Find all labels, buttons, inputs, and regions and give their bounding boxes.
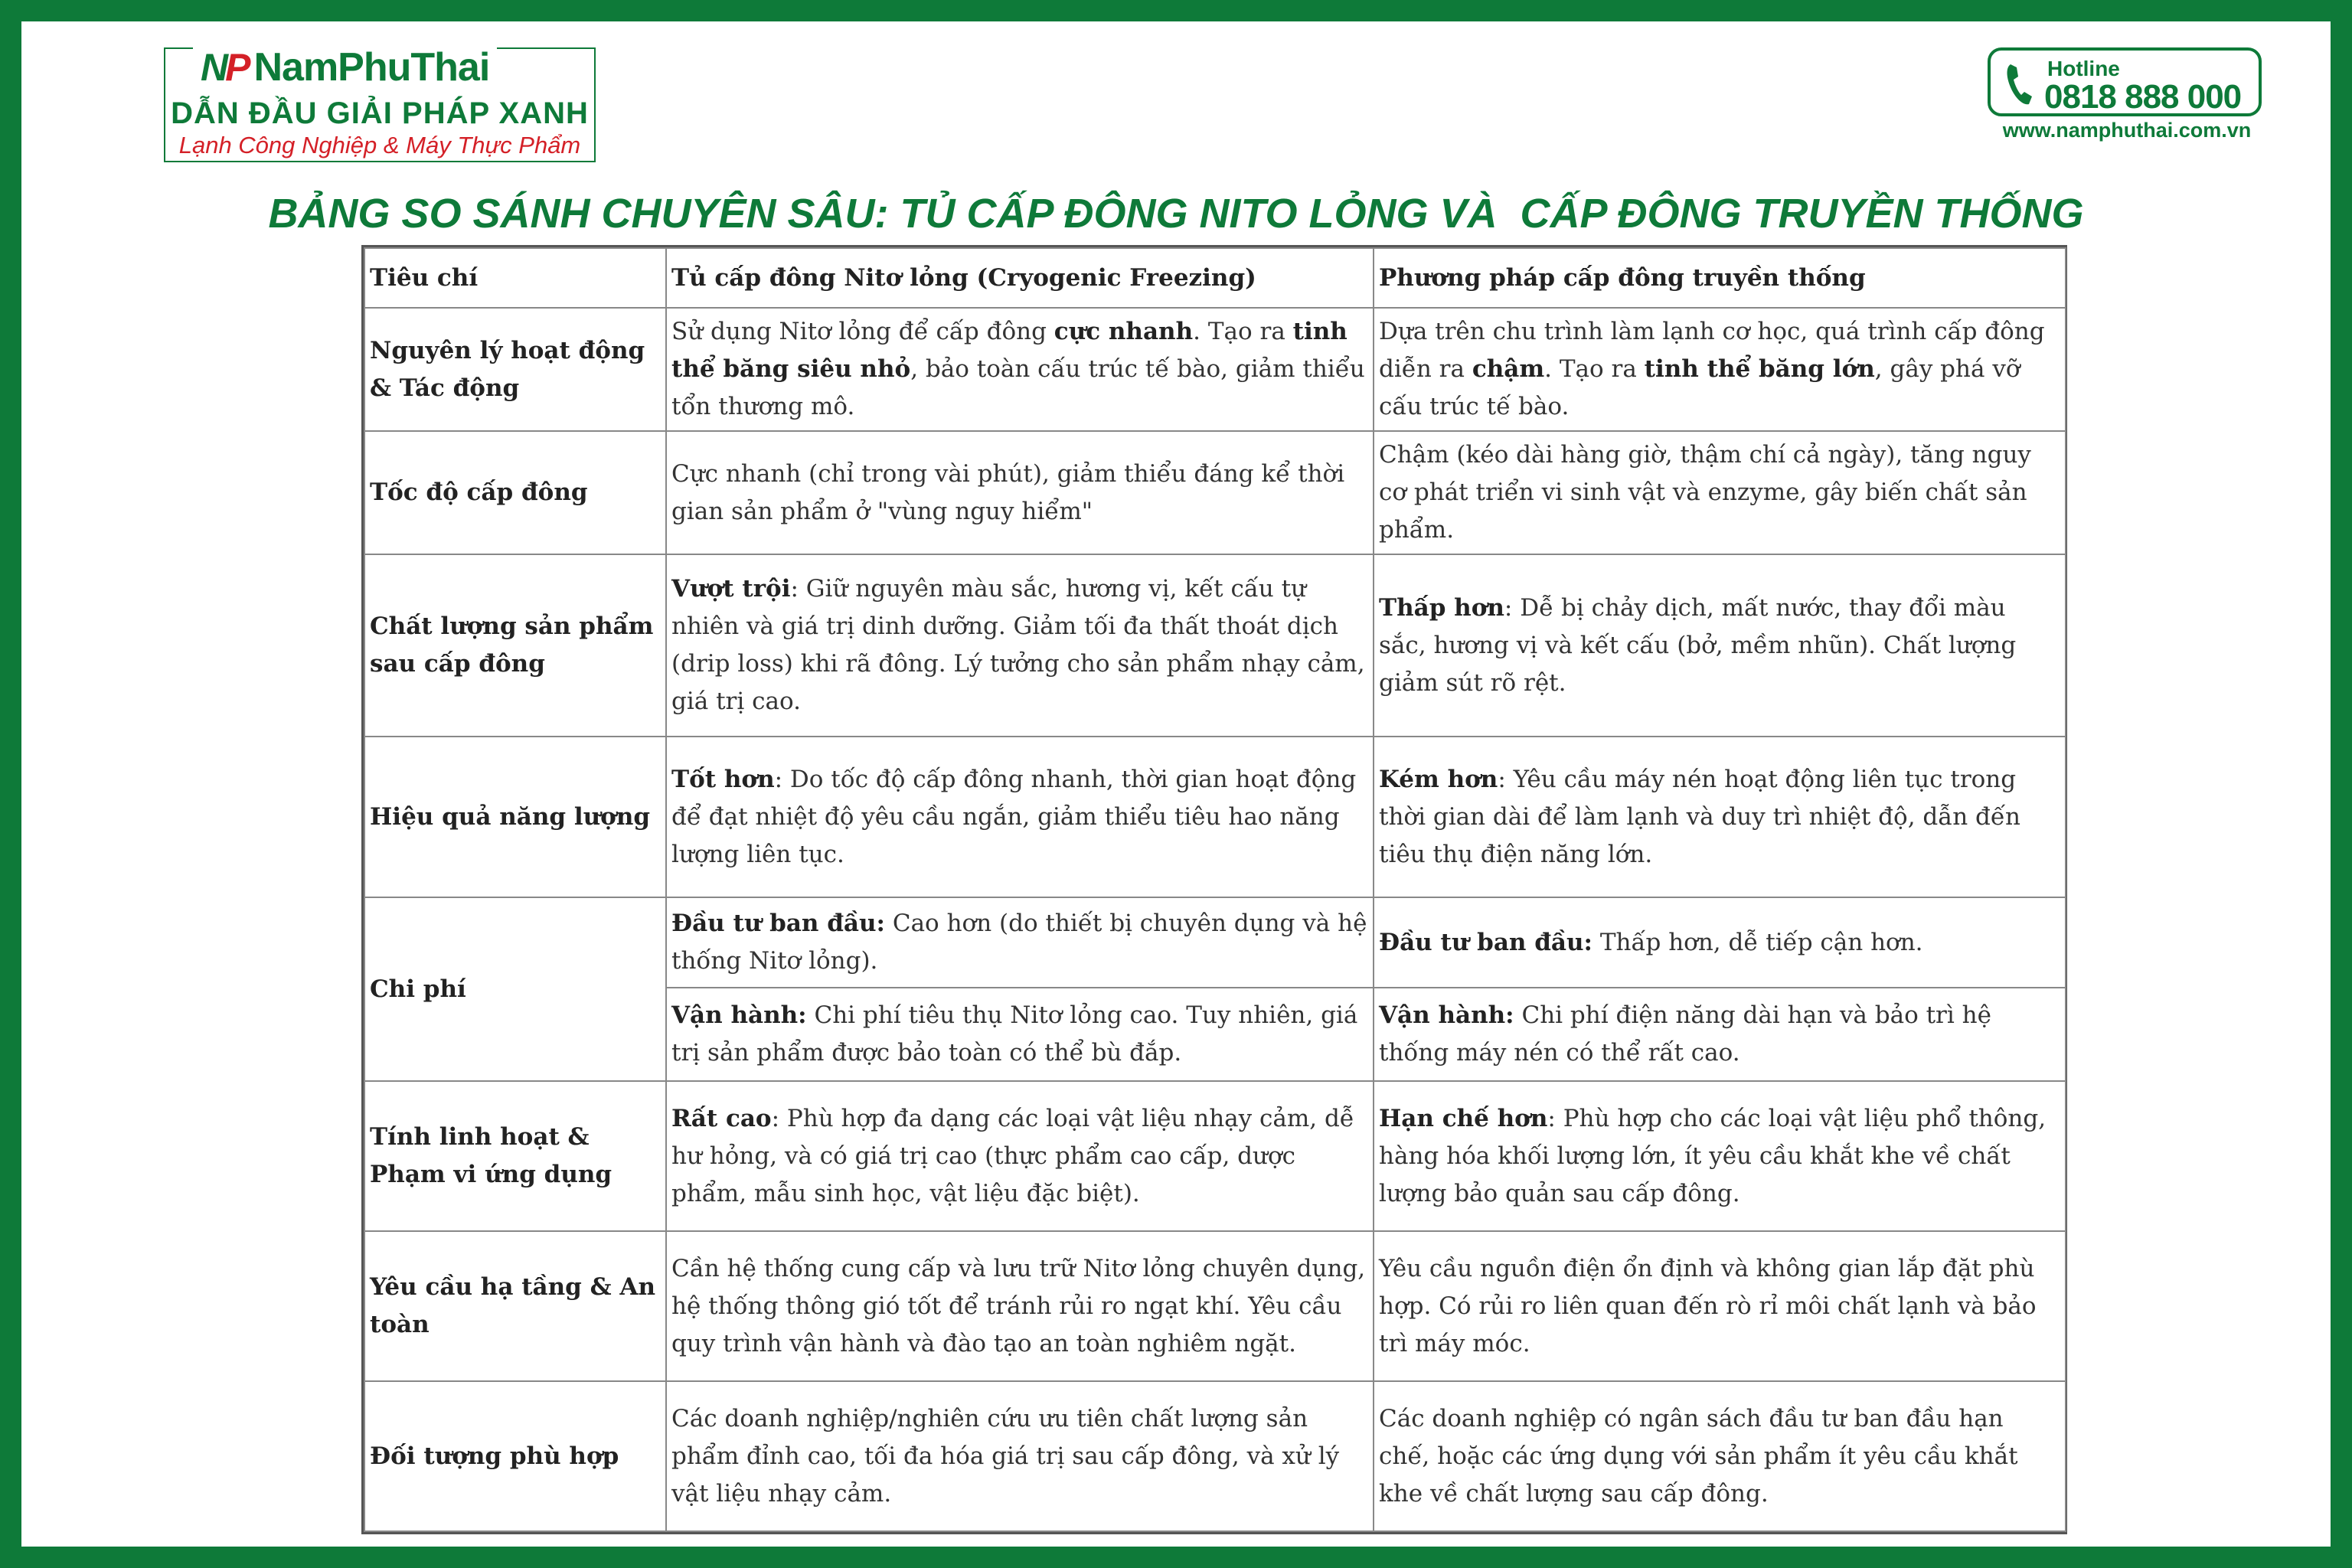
criteria-cell: Tính linh hoạt & Phạm vi ứng dụng (364, 1081, 666, 1231)
criteria-cell: Nguyên lý hoạt động & Tác động (364, 308, 666, 431)
traditional-cell: Thấp hơn: Dễ bị chảy dịch, mất nước, thay đổi màu sắc, hương vị và kết cấu (bở, mềm nhũn). Chất lượng giảm sút rõ rệt. (1374, 554, 2066, 737)
header-traditional: Phương pháp cấp đông truyền thống (1374, 248, 2066, 308)
table-header-row (364, 248, 2066, 308)
table-row (364, 554, 2066, 737)
criteria-cell: Hiệu quả năng lượng (364, 737, 666, 897)
traditional-cell: Yêu cầu nguồn điện ổn định và không gian lắp đặt phù hợp. Có rủi ro liên quan đến rò rỉ môi chất lạnh và bảo trì máy móc. (1374, 1231, 2066, 1381)
criteria-cell: Tốc độ cấp đông (364, 431, 666, 554)
nitrogen-cell: Đầu tư ban đầu: Cao hơn (do thiết bị chuyên dụng và hệ thống Nitơ lỏng). (666, 897, 1374, 988)
hotline-label: Hotline (2047, 57, 2120, 80)
brand-name: NamPhuThai (253, 45, 490, 90)
website-link[interactable]: www.namphuthai.com.vn (2002, 119, 2252, 142)
comparison-table-wrapper (361, 245, 2067, 1534)
table-row (364, 308, 2066, 431)
page-title: BẢNG SO SÁNH CHUYÊN SÂU: TỦ CẤP ĐÔNG NITO LỎNG VÀ CẤP ĐÔNG TRUYỀN THỐNG (268, 191, 2084, 237)
nitrogen-cell: Tốt hơn: Do tốc độ cấp đông nhanh, thời gian hoạt động để đạt nhiệt độ yêu cầu ngắn, giảm thiểu tiêu hao năng lượng liên tục. (666, 737, 1374, 897)
hotline-number[interactable]: 0818 888 000 (2044, 78, 2242, 116)
criteria-cell: Chất lượng sản phẩm sau cấp đông (364, 554, 666, 737)
nitrogen-cell: Các doanh nghiệp/nghiên cứu ưu tiên chất lượng sản phẩm đỉnh cao, tối đa hóa giá trị sau cấp đông, và xử lý vật liệu nhạy cảm. (666, 1381, 1374, 1531)
criteria-cell: Yêu cầu hạ tầng & An toàn (364, 1231, 666, 1381)
brand-slogan: DẪN ĐẦU GIẢI PHÁP XANH (171, 96, 589, 130)
logo-top (193, 46, 497, 89)
traditional-cell: Hạn chế hơn: Phù hợp cho các loại vật liệu phổ thông, hàng hóa khối lượng lớn, ít yêu cầu khắt khe về chất lượng bảo quản sau cấp đông. (1374, 1081, 2066, 1231)
nitrogen-cell: Vận hành: Chi phí tiêu thụ Nitơ lỏng cao. Tuy nhiên, giá trị sản phẩm được bảo toàn có thể bù đắp. (666, 988, 1374, 1081)
traditional-cell: Đầu tư ban đầu: Thấp hơn, dễ tiếp cận hơn. (1374, 897, 2066, 988)
nitrogen-cell: Cực nhanh (chỉ trong vài phút), giảm thiểu đáng kể thời gian sản phẩm ở "vùng nguy hiểm" (666, 431, 1374, 554)
traditional-cell: Vận hành: Chi phí điện năng dài hạn và bảo trì hệ thống máy nén có thể rất cao. (1374, 988, 2066, 1081)
nitrogen-cell: Cần hệ thống cung cấp và lưu trữ Nitơ lỏng chuyên dụng, hệ thống thông gió tốt để tránh rủi ro ngạt khí. Yêu cầu quy trình vận hành và đào tạo an toàn nghiêm ngặt. (666, 1231, 1374, 1381)
traditional-cell: Các doanh nghiệp có ngân sách đầu tư ban đầu hạn chế, hoặc các ứng dụng với sản phẩm ít yêu cầu khắt khe về chất lượng sau cấp đông. (1374, 1381, 2066, 1531)
table-row (364, 1081, 2066, 1231)
table-row (364, 737, 2066, 897)
phone-icon (2004, 61, 2035, 107)
header-criteria: Tiêu chí (364, 248, 666, 308)
table-row (364, 1231, 2066, 1381)
criteria-cell: Chi phí (364, 897, 666, 1081)
header-nitrogen: Tủ cấp đông Nitơ lỏng (Cryogenic Freezing) (666, 248, 1374, 308)
comparison-table (364, 247, 2066, 1532)
table-row (364, 1381, 2066, 1531)
traditional-cell: Dựa trên chu trình làm lạnh cơ học, quá trình cấp đông diễn ra chậm. Tạo ra tinh thể băng lớn, gây phá vỡ cấu trúc tế bào. (1374, 308, 2066, 431)
criteria-cell: Đối tượng phù hợp (364, 1381, 666, 1531)
nitrogen-cell: Rất cao: Phù hợp đa dạng các loại vật liệu nhạy cảm, dễ hư hỏng, và có giá trị cao (thực phẩm cao cấp, dược phẩm, mẫu sinh học, vật liệu đặc biệt). (666, 1081, 1374, 1231)
table-body (364, 308, 2066, 1531)
company-logo[interactable] (164, 47, 596, 162)
hotline-box[interactable] (1988, 47, 2262, 116)
logo-mark-icon: NP (201, 46, 248, 89)
nitrogen-cell: Sử dụng Nitơ lỏng để cấp đông cực nhanh. Tạo ra tinh thể băng siêu nhỏ, bảo toàn cấu trúc tế bào, giảm thiểu tổn thương mô. (666, 308, 1374, 431)
traditional-cell: Chậm (kéo dài hàng giờ, thậm chí cả ngày), tăng nguy cơ phát triển vi sinh vật và enzyme, gây biến chất sản phẩm. (1374, 431, 2066, 554)
traditional-cell: Kém hơn: Yêu cầu máy nén hoạt động liên tục trong thời gian dài để làm lạnh và duy trì nhiệt độ, dẫn đến tiêu thụ điện năng lớn. (1374, 737, 2066, 897)
nitrogen-cell: Vượt trội: Giữ nguyên màu sắc, hương vị, kết cấu tự nhiên và giá trị dinh dưỡng. Giảm tối đa thất thoát dịch (drip loss) khi rã đông. Lý tưởng cho sản phẩm nhạy cảm, giá trị cao. (666, 554, 1374, 737)
table-row (364, 431, 2066, 554)
table-row (364, 897, 2066, 988)
brand-subslogan: Lạnh Công Nghiệp & Máy Thực Phẩm (178, 132, 581, 158)
